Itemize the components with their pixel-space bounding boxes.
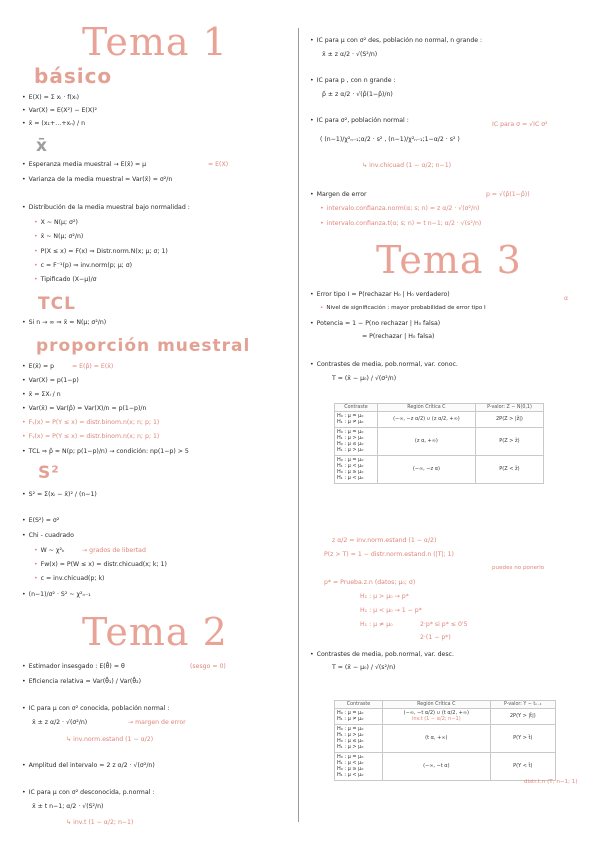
xbar-line: • Varianza de la media muestral = Var(x̄) = σ²/n [22, 177, 172, 184]
hypothesis-cell [335, 412, 378, 428]
hypothesis: H₀ : μ = μ₀ [337, 428, 364, 435]
ic-line: x̄ ± z α/2 · √(S²/n) [322, 51, 378, 58]
prop-line: • Fᵧ(x) = P(Y ≤ x) = distr.binom.n(x; n; p; 1) [22, 434, 159, 441]
s2-line: • W ~ χ²ₖ [34, 548, 65, 555]
ic-line: • IC para σ², población normal : [310, 118, 409, 125]
prop-line: • Var(x̄) = Var(p̂) = Var(X)/n = p(1−p)/n [22, 406, 146, 413]
basic-line: • E(X) = Σ xᵢ · f(xᵢ) [22, 95, 79, 102]
basic-line: • x̄ = (x₁+…+xₙ) / n [22, 121, 85, 128]
after-table-note: distr.t.n (T; n−1; 1) [524, 779, 578, 785]
tema3-line: • Nivel de significación : mayor probabilidad de error tipo I [320, 306, 486, 312]
hypothesis: H₁ : μ < μ₀ [337, 462, 364, 469]
pvalue-cell: P(Y > t̃) [490, 724, 555, 752]
hypothesis: H₁ : μ > μ₀ [337, 447, 364, 454]
hypothesis-cell [335, 752, 383, 780]
prop-line: • Var(X) = p(1−p) [22, 378, 79, 385]
basic-line: • Var(X) = E(X²) − E(X)² [22, 108, 97, 115]
after-table-line: p* = Prueba.z.n (datos; μ₀; σ) [324, 579, 416, 586]
after-table-line: T = (x̄ − μ₀) / √(s²/n) [332, 664, 396, 671]
tema3-note: α [564, 295, 569, 302]
s2-line: • Chi - cuadrado [22, 533, 74, 540]
prop-line: • TCL ⇒ p̂ ≈ N(p; p(1−p)/n) → condición: np(1−p) > 5 [22, 449, 189, 456]
s2-line: • S² = Σ(xᵢ − x̄)² / (n−1) [22, 492, 97, 499]
region-cell: (t α, +∞) [383, 724, 491, 752]
s2-line: • c = inv.chicuad(p; k) [34, 576, 104, 583]
after-table-line: H₁ : μ < μ₀ → 1 − p* [360, 607, 422, 614]
region-cell: (z α, +∞) [377, 427, 475, 455]
hypothesis: H₀ : μ = μ₀ [337, 413, 364, 419]
table-header: Contraste [335, 701, 383, 709]
basico-heading: básico [34, 64, 113, 88]
prop-line: • Fᵧ(x) = P(Y ≤ x) = distr.binom.n(x; n; p; 1) [22, 420, 159, 427]
after-table-line: z α/2 = inv.norm.estand (1 − α/2) [332, 537, 437, 544]
table-row [335, 412, 544, 428]
s2-heading: S² [38, 463, 60, 483]
contrast-table-known-variance [334, 403, 544, 484]
hypothesis: H₁ : μ < μ₀ [337, 759, 364, 766]
table-header: Región Crítica C [377, 404, 475, 412]
prop-note: = E(p̂) = E(x̄) [72, 363, 114, 370]
hypothesis: H₀ : μ = μ₀ [337, 753, 364, 760]
after-table-note: puedes no ponerlo [492, 565, 545, 571]
ic-line: ( (n−1)/χ²ₙ₋₁;α/2 · s² , (n−1)/χ²ₙ₋₁;1−α/2 · s² ) [320, 136, 460, 143]
ic-line: p̂ ± z α/2 · √(p̂(1−p̂)/n) [322, 91, 393, 98]
region-cell: (−∞, −z α) [377, 455, 475, 483]
hypothesis-cell [335, 724, 383, 752]
tema3-line: • Error tipo I = P(rechazar H₀ | H₀ verdadero) [310, 292, 450, 299]
tema3-title: Tema 3 [376, 238, 522, 282]
tcl-line: • Si n → ∞ ⇒ x̄ ≈ N(μ; σ²/n) [22, 320, 106, 327]
table-row [335, 724, 556, 752]
contrast-table-unknown-variance [334, 700, 556, 781]
hypothesis: H₀ : μ ≤ μ₀ [337, 738, 364, 744]
table-row [335, 427, 544, 455]
table-header: P-valor: Y ∼ tₙ₋₁ [490, 701, 555, 709]
tema2-note: → margen de error [128, 719, 186, 726]
hypothesis: H₁ : μ > μ₀ [337, 434, 364, 441]
tema2-line: • IC para μ con σ² desconocida, p.normal : [22, 790, 154, 797]
table-row [335, 455, 544, 483]
prop-line: • x̄ = ΣXᵢ / n [22, 392, 61, 399]
table-row [335, 752, 556, 780]
pvalue-cell: P(Z < z̃) [475, 455, 543, 483]
tcl-heading: TCL [38, 294, 76, 314]
pvalue-cell: P(Y < t̃) [490, 752, 555, 780]
s2-note: → grados de libertad [82, 547, 146, 554]
tema3-line: = P(rechazar | H₀ falsa) [362, 333, 435, 340]
region-cell [383, 709, 491, 725]
tema2-line: x̄ ± z α/2 · √(σ²/n) [32, 719, 88, 726]
table-header: P-valor: Z ∼ N(0,1) [475, 404, 543, 412]
after-table-line: H₁ : μ > μ₀ → p* [360, 593, 409, 600]
ic-note: IC para σ = √IC σ² [492, 121, 548, 128]
after-table-line: H₁ : μ ≠ μ₀ [360, 621, 393, 628]
after-table-line: P(z > T) = 1 − distr.norm.estand.n (|T|; 1) [324, 551, 454, 558]
dist-line: • Tipificado (X−μ)/σ [34, 277, 97, 284]
hypothesis-cell [335, 427, 378, 455]
tema2-line: • Eficiencia relativa = Var(θ̂₁) / Var(θ̂₂) [22, 679, 141, 686]
tema2-line: • Estimador insesgado : E(θ̂) = θ [22, 664, 125, 671]
dist-title: • Distribución de la media muestral bajo normalidad : [22, 205, 190, 212]
hypothesis: H₀ : μ = μ₀ [337, 456, 364, 463]
region-cell: (−∞, −z α/2) ∪ (z α/2, +∞) [377, 412, 475, 428]
s2-line: • (n−1)/σ² · S² ~ χ²ₙ₋₁ [22, 592, 91, 599]
tema2-line: • Amplitud del intervalo = 2 z α/2 · √(σ²/n) [22, 763, 155, 770]
tema2-note: ↳ inv.norm.estand (1 − α/2) [66, 736, 154, 743]
tema2-title: Tema 2 [82, 610, 228, 654]
region-note: inv.t (1 − α/2; n−1) [411, 716, 461, 723]
xbar-note: ≈ E(X) [208, 161, 229, 168]
column-divider [298, 28, 299, 822]
tema3-line: • Potencia = 1 − P(no rechazar | H₀ falsa) [310, 321, 440, 328]
proporcion-heading: proporción muestral [36, 336, 251, 356]
pvalue-cell: 2P(Y > |t̃|) [490, 709, 555, 725]
dist-line: • x̄ ~ N(μ; σ²/n) [34, 234, 83, 241]
ic-line: • intervalo.confianza.t(α; s; n) = t n−1; α/2 · √(s²/n) [320, 221, 481, 228]
hypothesis: H₁ : μ ≠ μ₀ [337, 716, 364, 723]
hypothesis: H₁ : μ > μ₀ [337, 731, 364, 738]
tema3-line: • Contrastes de media, pob.normal, var. conoc. [310, 362, 458, 369]
ic-line: ↳ inv.chicuad (1 − α/2; n−1) [362, 162, 452, 169]
dist-line: • P(X ≤ x) = F(x) ⇒ Distr.norm.N(x; μ; σ; 1) [34, 249, 168, 256]
ic-line: • intervalo.confianza.norm(α; s; n) = z α/2 · √(σ²/n) [320, 206, 479, 213]
hypothesis-cell [335, 709, 383, 725]
hypothesis: H₁ : μ > μ₀ [337, 744, 364, 751]
left-column [0, 0, 298, 848]
s2-line: • Fw(x) = P(W ≤ x) = distr.chicuad(x; k; 1) [34, 562, 167, 569]
right-column [302, 0, 600, 848]
hypothesis: H₁ : μ < μ₀ [337, 772, 364, 779]
hypothesis: H₀ : μ ≥ μ₀ [337, 766, 364, 772]
hypothesis: H₁ : μ ≠ μ₀ [337, 419, 364, 426]
region-cell: (−∞, −t α) [383, 752, 491, 780]
after-table-line: 2·(1 − p*) [420, 634, 451, 641]
tema2-note: (sesgo = 0) [190, 663, 226, 670]
tema3-line: T = (x̄ − μ₀) / √(σ²/n) [332, 375, 397, 382]
table-header: Contraste [335, 404, 378, 412]
dist-line: • X ~ N(μ; σ²) [34, 220, 78, 227]
hypothesis: H₁ : μ < μ₀ [337, 475, 364, 482]
hypothesis-cell [335, 455, 378, 483]
hypothesis: H₀ : μ = μ₀ [337, 725, 364, 732]
prop-line: • E(x̄) = p [22, 364, 54, 371]
table-header: Región Crítica C [383, 701, 491, 709]
pvalue-cell: 2P(Z > |z̃|) [475, 412, 543, 428]
xbar-line: • Esperanza media muestral → E(x̄) = μ [22, 162, 146, 169]
ic-note: p = √(p̂(1−p̂)) [486, 191, 530, 198]
tema2-line: • IC para μ con σ² conocida, población normal : [22, 706, 170, 713]
hypothesis: H₀ : μ ≥ μ₀ [337, 469, 364, 475]
table-row [335, 709, 556, 725]
after-table-line: • Contrastes de media, pob.normal, var. desc. [310, 652, 454, 659]
tema2-note: ↳ inv.t (1 − α/2; n−1) [66, 819, 134, 826]
xbar-heading: x̄ [36, 136, 48, 156]
pvalue-cell: P(Z > z̃) [475, 427, 543, 455]
ic-line: • IC para p , con n grande : [310, 78, 396, 85]
ic-line: • IC para μ con σ² des, población no normal, n grande : [310, 38, 482, 45]
hypothesis: H₀ : μ = μ₀ [337, 710, 364, 716]
tema2-line: x̄ ± t n−1; α/2 · √(S²/n) [32, 803, 104, 810]
tema1-title: Tema 1 [82, 20, 228, 64]
s2-line: • E(S²) = σ² [22, 518, 59, 525]
hypothesis: H₀ : μ ≤ μ₀ [337, 441, 364, 447]
after-table-line: 2·p* si p* ≤ 0'5 [420, 621, 468, 628]
dist-line: • c = F⁻¹(p) ⇒ inv.norm(p; μ; σ) [34, 263, 132, 270]
ic-line: • Margen de error [310, 192, 367, 199]
region: (−∞, −t α/2) ∪ (t α/2, +∞) [403, 710, 469, 717]
